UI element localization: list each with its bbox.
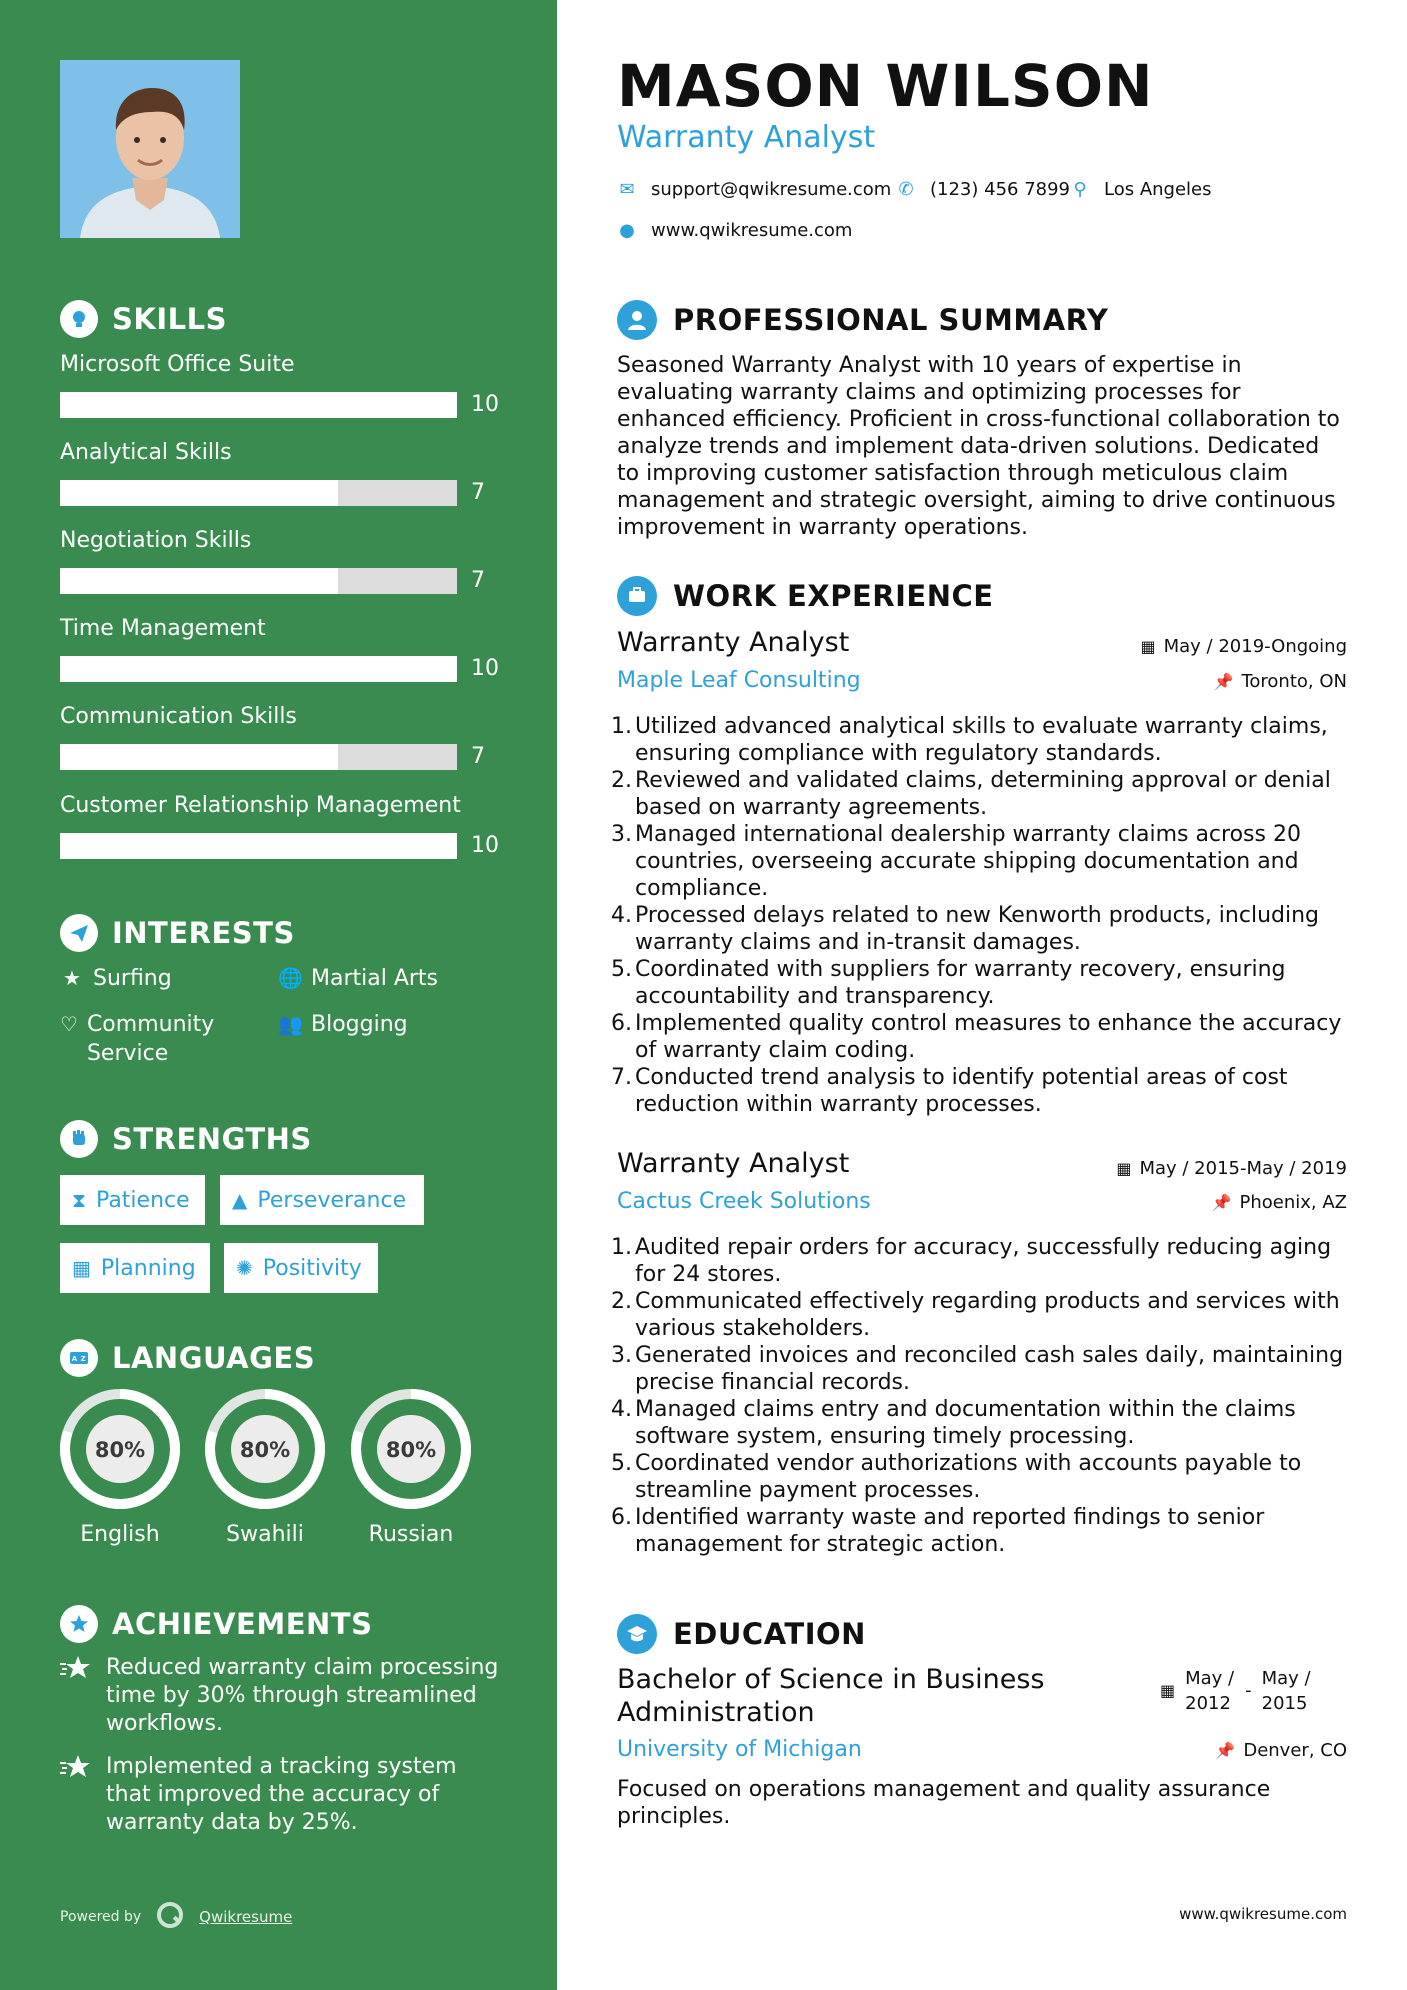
skill-label: Microsoft Office Suite [60,352,295,377]
ring-percent: 80% [385,1438,437,1462]
languages-heading [60,1339,315,1377]
job-bullet [611,1504,1350,1558]
achievement-text: Reduced warranty claim processing time by 30% through streamlined workflows. [106,1655,499,1736]
job-location [1214,671,1347,692]
achievements-title: ACHIEVEMENTS [112,1607,373,1641]
education-degree: Bachelor of Science in Business Administration [617,1664,1045,1728]
job-bullet [611,1450,1350,1504]
bullet-text: Coordinated with suppliers for warranty recovery, ensuring accountability and transparency. [635,957,1286,1009]
skills-title: SKILLS [112,302,227,336]
globe-icon: 🌐 [278,966,303,990]
strength-label: Perseverance [257,1187,407,1213]
contact-phone [896,179,1070,200]
education-end: May / 2015 [1261,1668,1311,1714]
language-name: English [80,1522,160,1547]
job-bullet [611,1396,1350,1450]
bullet-number: 4. [611,903,632,928]
calendar-icon: ▦ [1116,1159,1132,1178]
pushpin-icon: 📌 [1215,1741,1236,1760]
job-location-text: Phoenix, AZ [1239,1192,1347,1213]
job-title: Warranty Analyst [617,627,850,658]
job-bullet [611,1064,1350,1118]
phone-text[interactable]: (123) 456 7899 [930,179,1071,200]
job-bullet [611,1342,1350,1396]
education-location-text: Denver, CO [1243,1740,1347,1761]
education-school: University of Michigan [617,1737,862,1762]
bullet-text: Identified warranty waste and reported findings to senior management for strategic action. [635,1505,1265,1557]
bullet-number: 7. [611,1065,632,1090]
pushpin-icon: 📌 [1213,672,1234,691]
skill-label: Time Management [60,616,266,641]
bullet-text: Audited repair orders for accuracy, successfully reducing aging for 24 stores. [635,1235,1332,1287]
hourglass-icon: ⧗ [72,1188,87,1212]
users-icon: 👥 [278,1012,303,1036]
bullet-number: 2. [611,1289,632,1314]
skills-heading [60,300,227,338]
bullet-text: Communicated effectively regarding products and services with various stakeholders. [635,1289,1340,1341]
job-bullet [611,1234,1350,1288]
road-icon: ▲ [232,1188,248,1212]
qwikresume-link[interactable]: Qwikresume [199,1908,293,1926]
education-title: EDUCATION [673,1617,866,1651]
interests-heading [60,914,295,952]
job-bullet [611,1010,1350,1064]
strength-label: Positivity [262,1255,362,1281]
profile-photo-illustration [60,60,240,238]
powered-by [60,1900,292,1934]
summary-heading [617,300,1108,340]
skill-bar [60,480,457,506]
sidebar [0,0,557,1990]
bullet-text: Managed claims entry and documentation within the claims software system, ensuring timely processing. [635,1397,1296,1449]
skill-value: 10 [471,656,499,681]
job-bullet [611,956,1350,1010]
job-dates-text: May / 2015-May / 2019 [1139,1158,1347,1179]
contact-email [617,179,891,200]
globe-icon: ● [619,220,635,241]
language-ring [59,1388,181,1510]
bullet-number: 5. [611,957,632,982]
skill-bar-fill [60,392,457,418]
calendar-icon: ▦ [72,1256,91,1280]
profile-photo [60,60,240,238]
language-ring [350,1388,472,1510]
bullet-text: Implemented quality control measures to enhance the accuracy of warranty claim coding. [635,1011,1342,1063]
skill-bar [60,656,457,682]
education-dates [1160,1666,1312,1716]
job-bullets [611,1234,1350,1558]
bullet-number: 2. [611,768,632,793]
award-icon [60,1605,98,1643]
star-burst-icon [60,1753,94,1837]
interest-label: Surfing [93,966,172,991]
achievement-text: Implemented a tracking system that improved the accuracy of warranty data by 25%. [106,1754,457,1835]
job-dates [1141,636,1348,657]
bullet-text: Utilized advanced analytical skills to evaluate warranty claims, ensuring compliance with regulatory standards. [635,714,1328,766]
interests-title: INTERESTS [112,916,295,950]
contact-website [617,220,852,241]
powered-by-label: Powered by [60,1909,142,1925]
envelope-icon: ✉ [619,179,635,200]
bullet-number: 4. [611,1397,632,1422]
strength-chip [220,1175,424,1225]
bullet-text: Processed delays related to new Kenworth products, including warranty claims and in-transit damages. [635,903,1319,955]
bullet-text: Coordinated vendor authorizations with accounts payable to streamline payment processes. [635,1451,1302,1503]
bullet-number: 3. [611,822,632,847]
skill-bar [60,568,457,594]
job-location-text: Toronto, ON [1241,671,1347,692]
star-icon: ★ [63,966,81,990]
calendar-icon: ▦ [1140,637,1156,656]
contact-location [1070,179,1212,200]
skill-bar-fill [60,744,338,770]
skill-value: 10 [471,392,499,417]
bullet-text: Reviewed and validated claims, determining approval or denial based on warranty agreements. [635,768,1331,820]
skill-value: 10 [471,833,499,858]
education-heading [617,1614,866,1654]
experience-title: WORK EXPERIENCE [673,579,994,613]
skill-bar-fill [60,568,338,594]
job-bullet [611,767,1350,821]
location-text: Los Angeles [1104,179,1212,200]
candidate-name: MASON WILSON [617,52,1154,120]
lightbulb-icon [60,300,98,338]
star-burst-icon [60,1654,94,1738]
skill-bar-fill [60,833,457,859]
ring-percent: 80% [239,1438,291,1462]
languages-title: LANGUAGES [112,1341,316,1375]
ring-percent: 80% [94,1438,146,1462]
strength-chip [60,1175,205,1225]
skill-label: Communication Skills [60,704,297,729]
interest-item [60,964,172,993]
interest-label: Community Service [86,1012,215,1066]
interest-item [278,964,438,993]
job-bullet [611,902,1350,956]
job-bullets [611,713,1350,1118]
map-pin-icon: ⚲ [1073,179,1087,200]
job-bullet [611,821,1350,902]
strength-chip [224,1243,378,1293]
strength-label: Planning [100,1255,196,1281]
user-icon [617,300,657,340]
education-location [1215,1740,1347,1761]
sun-icon: ✺ [236,1256,253,1280]
job-company: Maple Leaf Consulting [617,668,861,693]
bullet-text: Generated invoices and reconciled cash sales daily, maintaining precise financial records. [635,1343,1344,1395]
education-start: May / 2012 [1185,1668,1235,1714]
job-bullet [611,713,1350,767]
skill-bar-fill [60,480,338,506]
achievements-heading [60,1605,372,1643]
calendar-icon: ▦ [1160,1681,1176,1700]
skill-label: Negotiation Skills [60,528,252,553]
interest-item [60,1010,240,1068]
graduation-cap-icon [617,1614,657,1654]
achievement-item [60,1654,500,1738]
skill-value: 7 [471,744,485,769]
job-company: Cactus Creek Solutions [617,1189,871,1214]
hands-icon: ♡ [60,1012,78,1036]
bullet-number: 6. [611,1505,632,1530]
email-text[interactable]: support@qwikresume.com [651,179,892,200]
phone-icon: ✆ [898,179,914,200]
education-description: Focused on operations management and quality assurance principles. [617,1777,1271,1829]
job-title: Warranty Analyst [617,1148,850,1179]
candidate-role: Warranty Analyst [617,120,876,155]
interest-label: Blogging [311,1012,408,1037]
skill-label: Customer Relationship Management [60,793,461,818]
skill-bar [60,744,457,770]
skill-label: Analytical Skills [60,440,232,465]
bullet-number: 6. [611,1011,632,1036]
achievement-item [60,1753,500,1837]
strengths-title: STRENGTHS [112,1122,312,1156]
bullet-number: 1. [611,714,632,739]
bullet-text: Conducted trend analysis to identify potential areas of cost reduction within warranty processes. [635,1065,1288,1117]
skill-bar [60,392,457,418]
strengths-heading [60,1120,312,1158]
job-dates [1116,1158,1347,1179]
job-dates-text: May / 2019-Ongoing [1163,636,1347,657]
skill-bar-fill [60,656,457,682]
svg-text:A Z: A Z [71,1355,87,1363]
job-bullet [611,1288,1350,1342]
strength-chip [60,1243,210,1293]
briefcase-icon [617,576,657,616]
bullet-number: 5. [611,1451,632,1476]
interest-label: Martial Arts [311,966,439,991]
skill-bar [60,833,457,859]
paper-plane-icon [60,914,98,952]
education-dash: - [1245,1680,1252,1701]
language-name: Russian [368,1522,454,1547]
language-ring [204,1388,326,1510]
pushpin-icon: 📌 [1211,1193,1232,1212]
qwikresume-logo-icon [155,1900,185,1934]
translate-icon [60,1339,98,1377]
bullet-text: Managed international dealership warranty claims across 20 countries, overseeing accurate shipping documentation and compliance. [635,822,1301,901]
summary-title: PROFESSIONAL SUMMARY [673,303,1109,337]
website-text[interactable]: www.qwikresume.com [651,220,853,241]
language-name: Swahili [226,1522,304,1547]
skill-value: 7 [471,480,485,505]
summary-text: Seasoned Warranty Analyst with 10 years of expertise in evaluating warranty claims and optimizing processes for enhanced efficiency. Proficient in cross-functional collaboration to analyze trends and implement data-driven solutions. Dedicated to improving customer satisfaction through meticulous claim management and strategic oversight, aiming to drive continuous improvement in warranty operations. [617,353,1340,540]
footer-website[interactable]: www.qwikresume.com [1179,1905,1347,1923]
strength-label: Patience [96,1187,190,1213]
interest-item [278,1010,408,1039]
skill-value: 7 [471,568,485,593]
bullet-number: 1. [611,1235,632,1260]
job-location [1212,1192,1347,1213]
experience-heading [617,576,994,616]
fist-icon [60,1120,98,1158]
bullet-number: 3. [611,1343,632,1368]
